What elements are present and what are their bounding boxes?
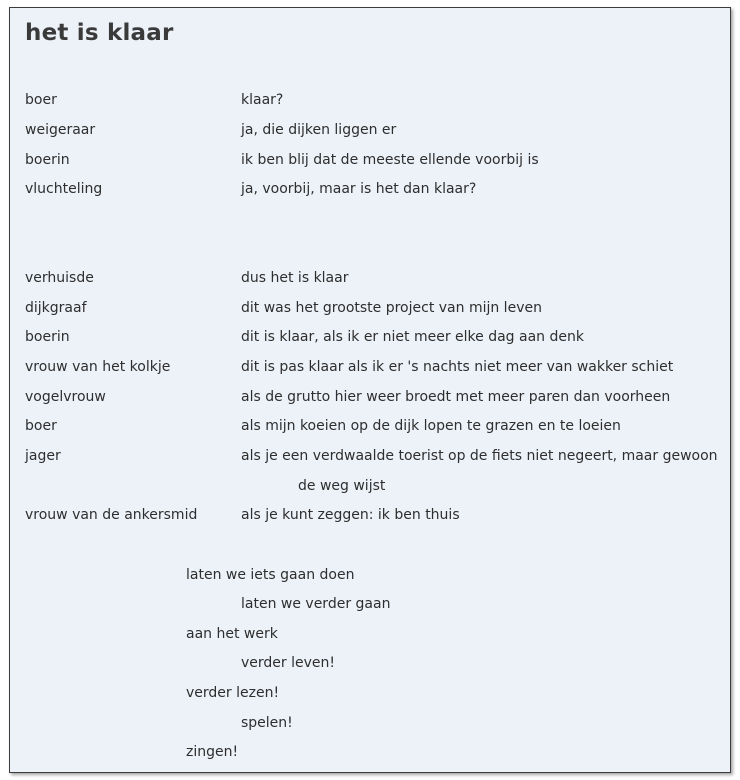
chorus-text: spelen! <box>241 715 293 731</box>
chorus-line <box>10 681 730 705</box>
spoken-text: klaar? <box>241 92 284 108</box>
speaker-name: vrouw van de ankersmid <box>25 507 198 523</box>
poem-title: het is klaar <box>25 20 174 46</box>
dialogue-line <box>10 177 730 201</box>
dialogue-line <box>10 266 730 290</box>
chorus-line <box>10 622 730 646</box>
spoken-text: dus het is klaar <box>241 270 349 286</box>
dialogue-line <box>10 325 730 349</box>
poem-panel <box>9 7 731 773</box>
chorus-line <box>10 592 730 616</box>
dialogue-line <box>10 503 730 527</box>
spoken-text: als je kunt zeggen: ik ben thuis <box>241 507 460 523</box>
speaker-name: vrouw van het kolkje <box>25 359 171 375</box>
dialogue-line <box>10 355 730 379</box>
speaker-name: dijkgraaf <box>25 300 87 316</box>
chorus-text: verder leven! <box>241 655 336 671</box>
dialogue-line <box>10 88 730 112</box>
dialogue-line <box>10 385 730 409</box>
speaker-name: weigeraar <box>25 122 96 138</box>
speaker-name: vogelvrouw <box>25 389 106 405</box>
speaker-name: jager <box>25 448 61 464</box>
speaker-name: verhuisde <box>25 270 94 286</box>
chorus-text: aan het werk <box>186 626 278 642</box>
dialogue-line <box>10 296 730 320</box>
chorus-text: verder lezen! <box>186 685 280 701</box>
spoken-text: als je een verdwaalde toerist op de fiets niet negeert, maar gewoon <box>241 448 718 464</box>
dialogue-line <box>10 148 730 172</box>
speaker-name: boer <box>25 418 57 434</box>
spoken-text: dit is pas klaar als ik er 's nachts niet meer van wakker schiet <box>241 359 674 375</box>
chorus-line <box>10 740 730 764</box>
chorus-text: zingen! <box>186 744 239 760</box>
speaker-name: boer <box>25 92 57 108</box>
chorus-text: laten we iets gaan doen <box>186 567 355 583</box>
speaker-name: boerin <box>25 152 70 168</box>
spoken-text: ik ben blij dat de meeste ellende voorbij is <box>241 152 539 168</box>
dialogue-continuation <box>10 474 730 498</box>
dialogue-line <box>10 414 730 438</box>
chorus-line <box>10 711 730 735</box>
spoken-text: als de grutto hier weer broedt met meer paren dan voorheen <box>241 389 671 405</box>
spoken-text: dit is klaar, als ik er niet meer elke dag aan denk <box>241 329 584 345</box>
speaker-name: boerin <box>25 329 70 345</box>
dialogue-line <box>10 118 730 142</box>
spoken-text: ja, voorbij, maar is het dan klaar? <box>241 181 477 197</box>
spoken-text: als mijn koeien op de dijk lopen te grazen en te loeien <box>241 418 621 434</box>
spoken-text: dit was het grootste project van mijn leven <box>241 300 542 316</box>
spoken-text-continuation: de weg wijst <box>298 478 386 494</box>
chorus-text: laten we verder gaan <box>241 596 391 612</box>
chorus-line <box>10 563 730 587</box>
chorus-line <box>10 651 730 675</box>
speaker-name: vluchteling <box>25 181 103 197</box>
spoken-text: ja, die dijken liggen er <box>241 122 397 138</box>
dialogue-line <box>10 444 730 468</box>
